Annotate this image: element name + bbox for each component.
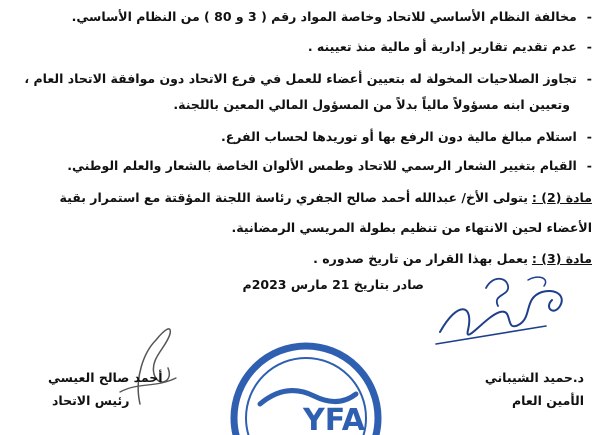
left-signatory-name: أحمد صالح العيسي (48, 370, 163, 385)
article-2 (60, 189, 592, 207)
right-signatory-title: الأمين العام (511, 393, 584, 408)
bullet-item: - مخالفة النظام الأساسي للاتحاد وخاصة المواد رقم ( 3 و 80 ) من النظام الأساسي. (72, 8, 592, 26)
official-seal (226, 338, 386, 435)
article-3 (313, 250, 592, 268)
article-3-text: يعمل بهذا القرار من تاريخ صدوره . (313, 251, 528, 266)
signature-right (428, 272, 578, 354)
bullet-item: - تجاوز الصلاحيات المخولة له بتعيين أعضاء للعمل في فرع الاتحاد دون موافقة الاتحاد العام ، (24, 70, 592, 88)
issue-date: صادر بتاريخ 21 مارس 2023م (242, 277, 424, 292)
right-signatory-name: د.حميد الشيباني (484, 370, 584, 385)
bullet-continuation: وتعيين ابنه مسؤولاً مالياً بدلاً من المسؤول المالي المعين باللجنة. (173, 97, 570, 112)
article-2-continuation: الأعضاء لحين الانتهاء من تنظيم بطولة المريسي الرمضانية. (231, 220, 592, 235)
left-signatory-title: رئيس الاتحاد (52, 393, 130, 408)
article-2-text: يتولى الأخ/ عبدالله أحمد صالح الجفري رئاسة اللجنة المؤقتة مع استمرار بقية (59, 190, 528, 205)
seal-text: YFA (303, 403, 365, 435)
article-2-label: مادة (2) : (531, 190, 592, 205)
bullet-item: - استلام مبالغ مالية دون الرفع بها أو توريدها لحساب الفرع. (221, 128, 592, 146)
bullet-item: - القيام بتغيير الشعار الرسمي للاتحاد وطمس الألوان الخاصة بالشعار والعلم الوطني. (67, 157, 592, 175)
bullet-item: - عدم تقديم تقارير إدارية أو مالية منذ تعيينه . (308, 38, 592, 56)
article-3-label: مادة (3) : (531, 251, 592, 266)
